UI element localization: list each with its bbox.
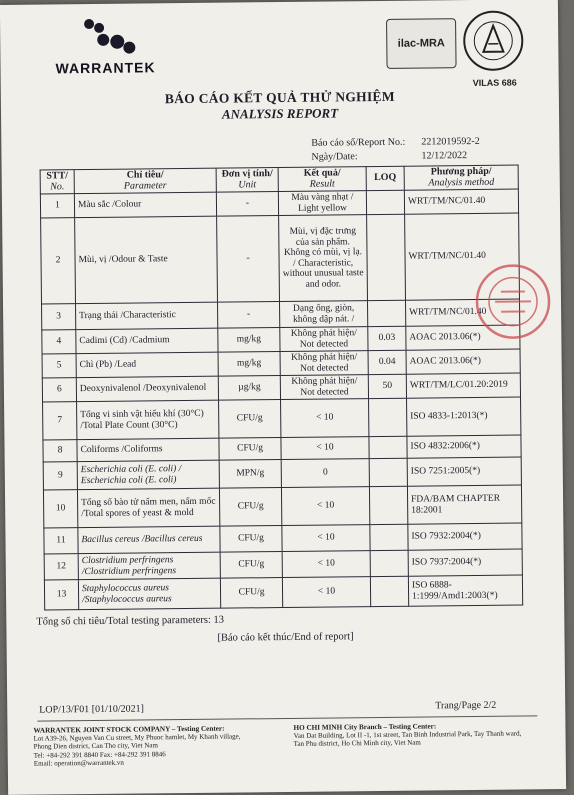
row-result: 0 — [281, 459, 369, 488]
row-result: Không phát hiện/ Not detected — [280, 375, 368, 400]
row-no: 11 — [44, 528, 78, 554]
row-method: AOAC 2013.06(*) — [406, 349, 520, 374]
row-loq — [366, 190, 404, 214]
row-parameter: Chì (Pb) /Lead — [76, 352, 218, 377]
footer-right-address — [293, 722, 521, 749]
row-parameter: Bacillus cereus /Bacillus cereus — [78, 526, 220, 553]
total-parameters: Tổng số chỉ tiêu/Total testing parameters: 13 — [36, 614, 225, 628]
header-method: Phương pháp/ Analysis method — [404, 165, 518, 190]
table-row — [41, 213, 520, 304]
row-parameter: Mùi, vị /Odour & Taste — [75, 216, 218, 303]
row-loq — [367, 300, 405, 326]
row-unit: CFU/g — [220, 526, 282, 553]
row-unit: MPN/g — [219, 460, 281, 489]
row-result: < 10 — [281, 437, 369, 460]
logo-dots-icon — [83, 17, 143, 58]
results-body — [40, 189, 522, 610]
row-result: Dạng ống, giòn, không dập nát. / — [280, 301, 368, 328]
row-unit: mg/kg — [218, 328, 280, 353]
header-result: Kết quả/ Result — [278, 167, 366, 192]
row-loq — [370, 550, 408, 576]
footer-right-line1: Van Dat Building, Lot II -1, 1st street, Tan Binh Industrial Park, Tay Thanh ward, — [293, 729, 522, 741]
row-result: < 10 — [282, 551, 370, 578]
footer-left-title: WARRANTEK JOINT STOCK COMPANY – Testing Center: — [33, 724, 225, 735]
header-loq: LOQ — [366, 166, 404, 190]
footer-right-line2: Tan Phu district, Ho Chi Minh city, Viet Nam — [293, 738, 421, 749]
row-loq: 50 — [368, 374, 406, 398]
row-result: Không phát hiện/ Not detected — [280, 351, 368, 376]
row-loq — [369, 458, 407, 486]
accreditation-seal-icon — [462, 9, 525, 72]
row-unit: CFU/g — [219, 488, 281, 527]
accreditation-block — [386, 9, 537, 93]
row-result: < 10 — [282, 525, 370, 552]
footer-left-line3: Tel: +84-292 391 8840 Fax: +84-292 391 8846 — [33, 749, 166, 760]
header-parameter: Chỉ tiêu/ Parameter — [74, 168, 216, 193]
report-title-vi: BÁO CÁO KẾT QUẢ THỬ NGHIỆM — [164, 88, 395, 107]
header-unit: Đơn vị tính/ Unit — [216, 168, 278, 193]
row-method: ISO 7251:2005(*) — [407, 457, 521, 486]
row-unit: - — [216, 192, 278, 217]
row-loq: 0.03 — [368, 326, 406, 350]
row-no: 10 — [43, 490, 77, 528]
row-unit: - — [217, 216, 280, 303]
row-no: 7 — [43, 402, 77, 440]
report-number — [311, 135, 480, 149]
row-parameter: Escherichia coli (E. coli) / Escherichia coli (E. coli) — [77, 460, 219, 489]
row-method: FDA/BAM CHAPTER 18:2001 — [407, 485, 521, 524]
row-unit: mg/kg — [218, 352, 280, 377]
row-method: ISO 4832:2006(*) — [407, 435, 521, 458]
report-date-value: 12/12/2022 — [421, 150, 468, 162]
row-unit: CFU/g — [220, 552, 282, 579]
row-parameter: Màu sắc /Colour — [74, 192, 216, 217]
report-date — [311, 150, 468, 163]
footer-left-line4: Email: operation@warrantek.vn — [33, 758, 124, 768]
company-stamp-icon — [473, 261, 554, 342]
row-method: AOAC 2013.06(*) — [406, 325, 520, 350]
row-unit: CFU/g — [219, 400, 281, 439]
footer-left-line1: Lot A39-26, Nguyen Van Cu street, My Phuoc hamlet, My Khanh village, — [33, 732, 241, 743]
row-loq: 0.04 — [368, 350, 406, 374]
row-method: ISO 6888-1:1999/Amd1:2003(*) — [408, 575, 522, 606]
table-row — [43, 485, 521, 528]
row-unit: - — [218, 302, 280, 329]
page-number: Trang/Page 2/2 — [435, 699, 497, 712]
report-date-label: Ngày/Date: — [311, 151, 358, 163]
row-parameter: Deoxynivalenol /Deoxynivalenol — [76, 376, 218, 401]
results-table — [40, 165, 524, 611]
brand-name: WARRANTEK — [55, 59, 156, 77]
row-unit: CFU/g — [220, 578, 282, 609]
row-result: Không phát hiện/ Not detected — [280, 327, 368, 352]
header-stt: STT/ No. — [40, 170, 74, 194]
row-parameter: Coliforms /Coliforms — [77, 438, 219, 461]
row-no: 3 — [42, 304, 76, 330]
row-parameter: Cadimi (Cd) /Cadmium — [76, 328, 218, 353]
footer-left-address — [33, 724, 240, 767]
row-parameter: Trạng thái /Characteristic — [76, 302, 218, 329]
row-method: WRT/TM/NC/01.40 — [405, 213, 520, 300]
row-result: Mùi, vị đặc trưng của sản phẩm. Không có mùi, vị lạ. / Characteristic, without unusual taste and odor. — [279, 215, 368, 302]
table-row — [43, 397, 521, 440]
footer-left-line2: Phong Dien district, Can Tho city, Viet Nam — [33, 741, 158, 752]
row-method: WRT/TM/LC/01.20:2019 — [406, 373, 520, 398]
end-of-report: [Báo cáo kết thúc/End of report] — [217, 631, 354, 644]
row-method: ISO 7937:2004(*) — [408, 549, 522, 576]
row-loq — [369, 486, 407, 524]
row-no: 1 — [40, 194, 74, 218]
report-number-value: 2212019592-2 — [421, 135, 480, 148]
row-no: 5 — [42, 354, 76, 378]
footer-right-title: HO CHI MINH City Branch – Testing Center: — [293, 722, 437, 732]
row-method: ISO 7932:2004(*) — [408, 523, 522, 550]
table-row — [44, 575, 522, 610]
row-no: 9 — [43, 462, 77, 490]
row-unit: CFU/g — [219, 438, 281, 461]
row-no: 6 — [42, 378, 76, 402]
row-parameter: Tổng số bào tử nấm men, nấm mốc /Total spores of yeast & mold — [77, 488, 219, 527]
row-result: Màu vàng nhạt / Light yellow — [278, 191, 366, 216]
row-loq — [369, 436, 407, 458]
row-loq — [369, 398, 407, 436]
row-parameter: Tổng vi sinh vật hiếu khí (30°C) /Total Plate Count (30°C) — [77, 400, 219, 439]
row-no: 12 — [44, 554, 78, 580]
row-method: WRT/TM/NC/01.40 — [405, 299, 519, 326]
footer-divider — [37, 715, 537, 721]
row-unit: µg/kg — [218, 376, 280, 401]
row-method: ISO 4833-1:2013(*) — [407, 397, 521, 436]
row-method: WRT/TM/NC/01.40 — [404, 189, 518, 214]
row-no: 2 — [41, 218, 76, 304]
row-loq — [367, 214, 406, 300]
row-result: < 10 — [282, 577, 370, 608]
row-no: 13 — [44, 580, 78, 610]
form-code: LOP/13/F01 [01/10/2021] — [39, 703, 145, 716]
vilas-code: VILAS 686 — [472, 77, 517, 88]
row-no: 4 — [42, 330, 76, 354]
row-loq — [370, 524, 408, 550]
report-title-en: ANALYSIS REPORT — [221, 105, 339, 122]
row-result: < 10 — [281, 399, 369, 438]
row-result: < 10 — [281, 487, 369, 526]
row-no: 8 — [43, 440, 77, 462]
row-loq — [370, 576, 408, 606]
report-number-label: Báo cáo số/Report No.: — [311, 136, 406, 149]
row-parameter: Clostridium perfringens /Clostridium perfringens — [78, 552, 220, 579]
row-parameter: Staphylococcus aureus /Staphylococcus aureus — [78, 578, 220, 609]
ilac-mra-logo: ilac-MRA — [386, 18, 457, 69]
